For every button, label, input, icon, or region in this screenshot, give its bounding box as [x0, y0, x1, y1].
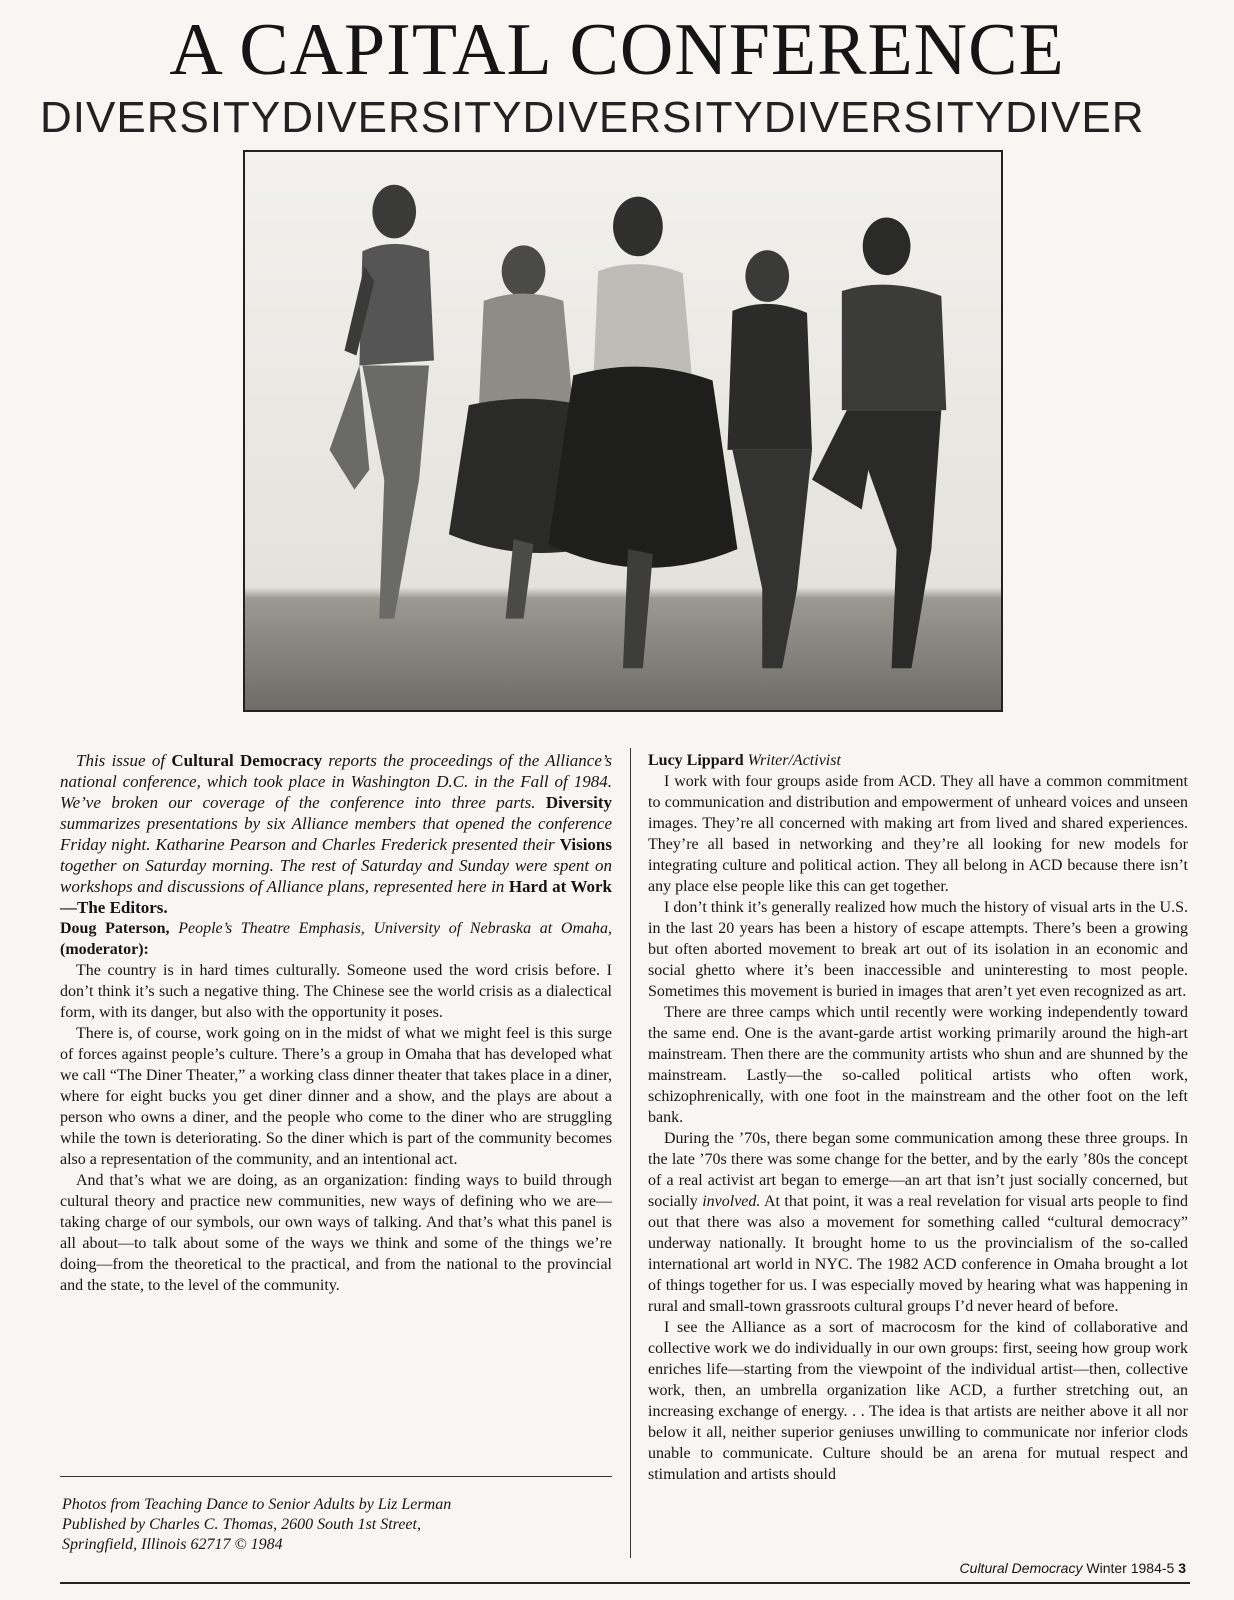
dancers-photo [243, 150, 1003, 712]
article-paragraph: And that’s what we are doing, as an organization: finding ways to build through cultural theory and practice new communities, new ways of defining who we are—taking charge of our symbols, our own ways of talking. And that’s what this panel is all about—to talk about some of the ways we think and some of the things we’re doing—from the theoretical to the practical, and from the national to the provincial and the state, to the level of the community. [60, 1172, 612, 1294]
column-divider [630, 748, 631, 1558]
speaker-heading: Lucy Lippard Writer/Activist [648, 752, 841, 769]
article-paragraph: During the ’70s, there began some communication among these three groups. In the late ’70s there was some change for the better, and by the early ’80s the concept of a real activist art began to emerge—an art that isn’t just socially concerned, but socially involved. At that point, it was a real revelation for visual arts people to find out that there was also a movement for something called “cultural democracy” underway nationally. It brought home to us the provincialism of the so-called international art world in NYC. The 1982 ACD conference in Omaha brought a lot of things together for us. I was especially moved by hearing what was happening in rural and small-town grassroots cultural groups I’d never heard of before. [648, 1130, 1189, 1315]
article-paragraph: I don’t think it’s generally realized how much the history of visual arts in the U.S. in the last 20 years has been a history of escape attempts. There’s been a growing but often aborted movement to break art out of its isolation in an economic and social ghetto where it’s been inaccessible and uninteresting to most people. Sometimes this movement is buried in images that aren’t yet even recognized as art. [648, 899, 1188, 1000]
editors-intro: This issue of Cultural Democracy reports the proceedings of the Alliance’s national conference, which took place in Washington D.C. in the Fall of 1984. We’ve broken our coverage of the conference into three parts. Diversity summarizes presentations by six Alliance members that opened the conference Friday night. Katharine Pearson and Charles Frederick presented their Visions together on Saturday morning. The rest of Saturday and Sunday were spent on workshops and discussions of Alliance plans, represented here in Hard at Work—The Editors. [60, 751, 613, 917]
photo-credit: Photos from Teaching Dance to Senior Adults by Liz Lerman Published by Charles C. Thomas, 2600 South 1st Street, Springfield, Illinois 62717 © 1984 [62, 1496, 452, 1553]
right-column [648, 750, 1188, 1485]
left-column [60, 750, 612, 1296]
article-paragraph: There are three camps which until recently were working independently toward the same end. One is the avant-garde artist working primarily around the high-art mainstream. Then there are the community artists who shun and are shunned by the mainstream. Lastly—the so-called political artists who often work, schizophrenically, with one foot in the mainstream and the other foot on the left bank. [648, 1004, 1188, 1126]
article-paragraph: I see the Alliance as a sort of macrocosm for the kind of collaborative and collective work we do individually in our own groups: first, seeing how group work enriches life—starting from the viewpoint of the individual artist—then, collective work, then, an umbrella organization like ACD, a further stretching out, an increasing exchange of energy. . . The idea is that artists are neither above it all nor below it all, neither superior geniuses unwilling to communicate nor inferior clods unable to communicate. Culture should be an arena for mutual respect and stimulation and artists should [648, 1319, 1188, 1483]
page-footer: Cultural Democracy Winter 1984-5 3 [959, 1560, 1186, 1576]
speaker-heading: Doug Paterson, People’s Theatre Emphasis, University of Nebraska at Omaha, (moderator): [60, 920, 613, 958]
article-paragraph: There is, of course, work going on in the midst of what we might feel is this surge of forces against people’s culture. There’s a group in Omaha that has developed what we call “The Diner Theater,” a working class dinner theater that takes place in a diner, where for eight bucks you get diner dinner and a show, and the plays are about a person who owns a diner, and the people who come to the diner who are struggling while the town is deteriorating. So the diner which is part of the community becomes also a representation of the community, and an intentional act. [60, 1025, 612, 1168]
section-subtitle: DIVERSITYDIVERSITYDIVERSITYDIVERSITYDIVER [40, 93, 1145, 142]
page-title: A CAPITAL CONFERENCE [169, 9, 1065, 91]
article-paragraph: I work with four groups aside from ACD. They all have a common commitment to communication and distribution and empowerment of unheard voices and unseen images. They’re all concerned with making art from lived and shared experiences. They’re all based in networking and they’re all looking for new models for integrating culture and political action. They all belong in ACD because there isn’t any place else people like this can get together. [648, 773, 1188, 895]
footer-rule [60, 1582, 1190, 1584]
credit-divider [60, 1476, 612, 1477]
article-paragraph: The country is in hard times culturally. Someone used the word crisis before. I don’t think it’s such a negative thing. The Chinese see the world crisis as a dialectical form, with its danger, but also with the opportunity it poses. [60, 962, 612, 1021]
